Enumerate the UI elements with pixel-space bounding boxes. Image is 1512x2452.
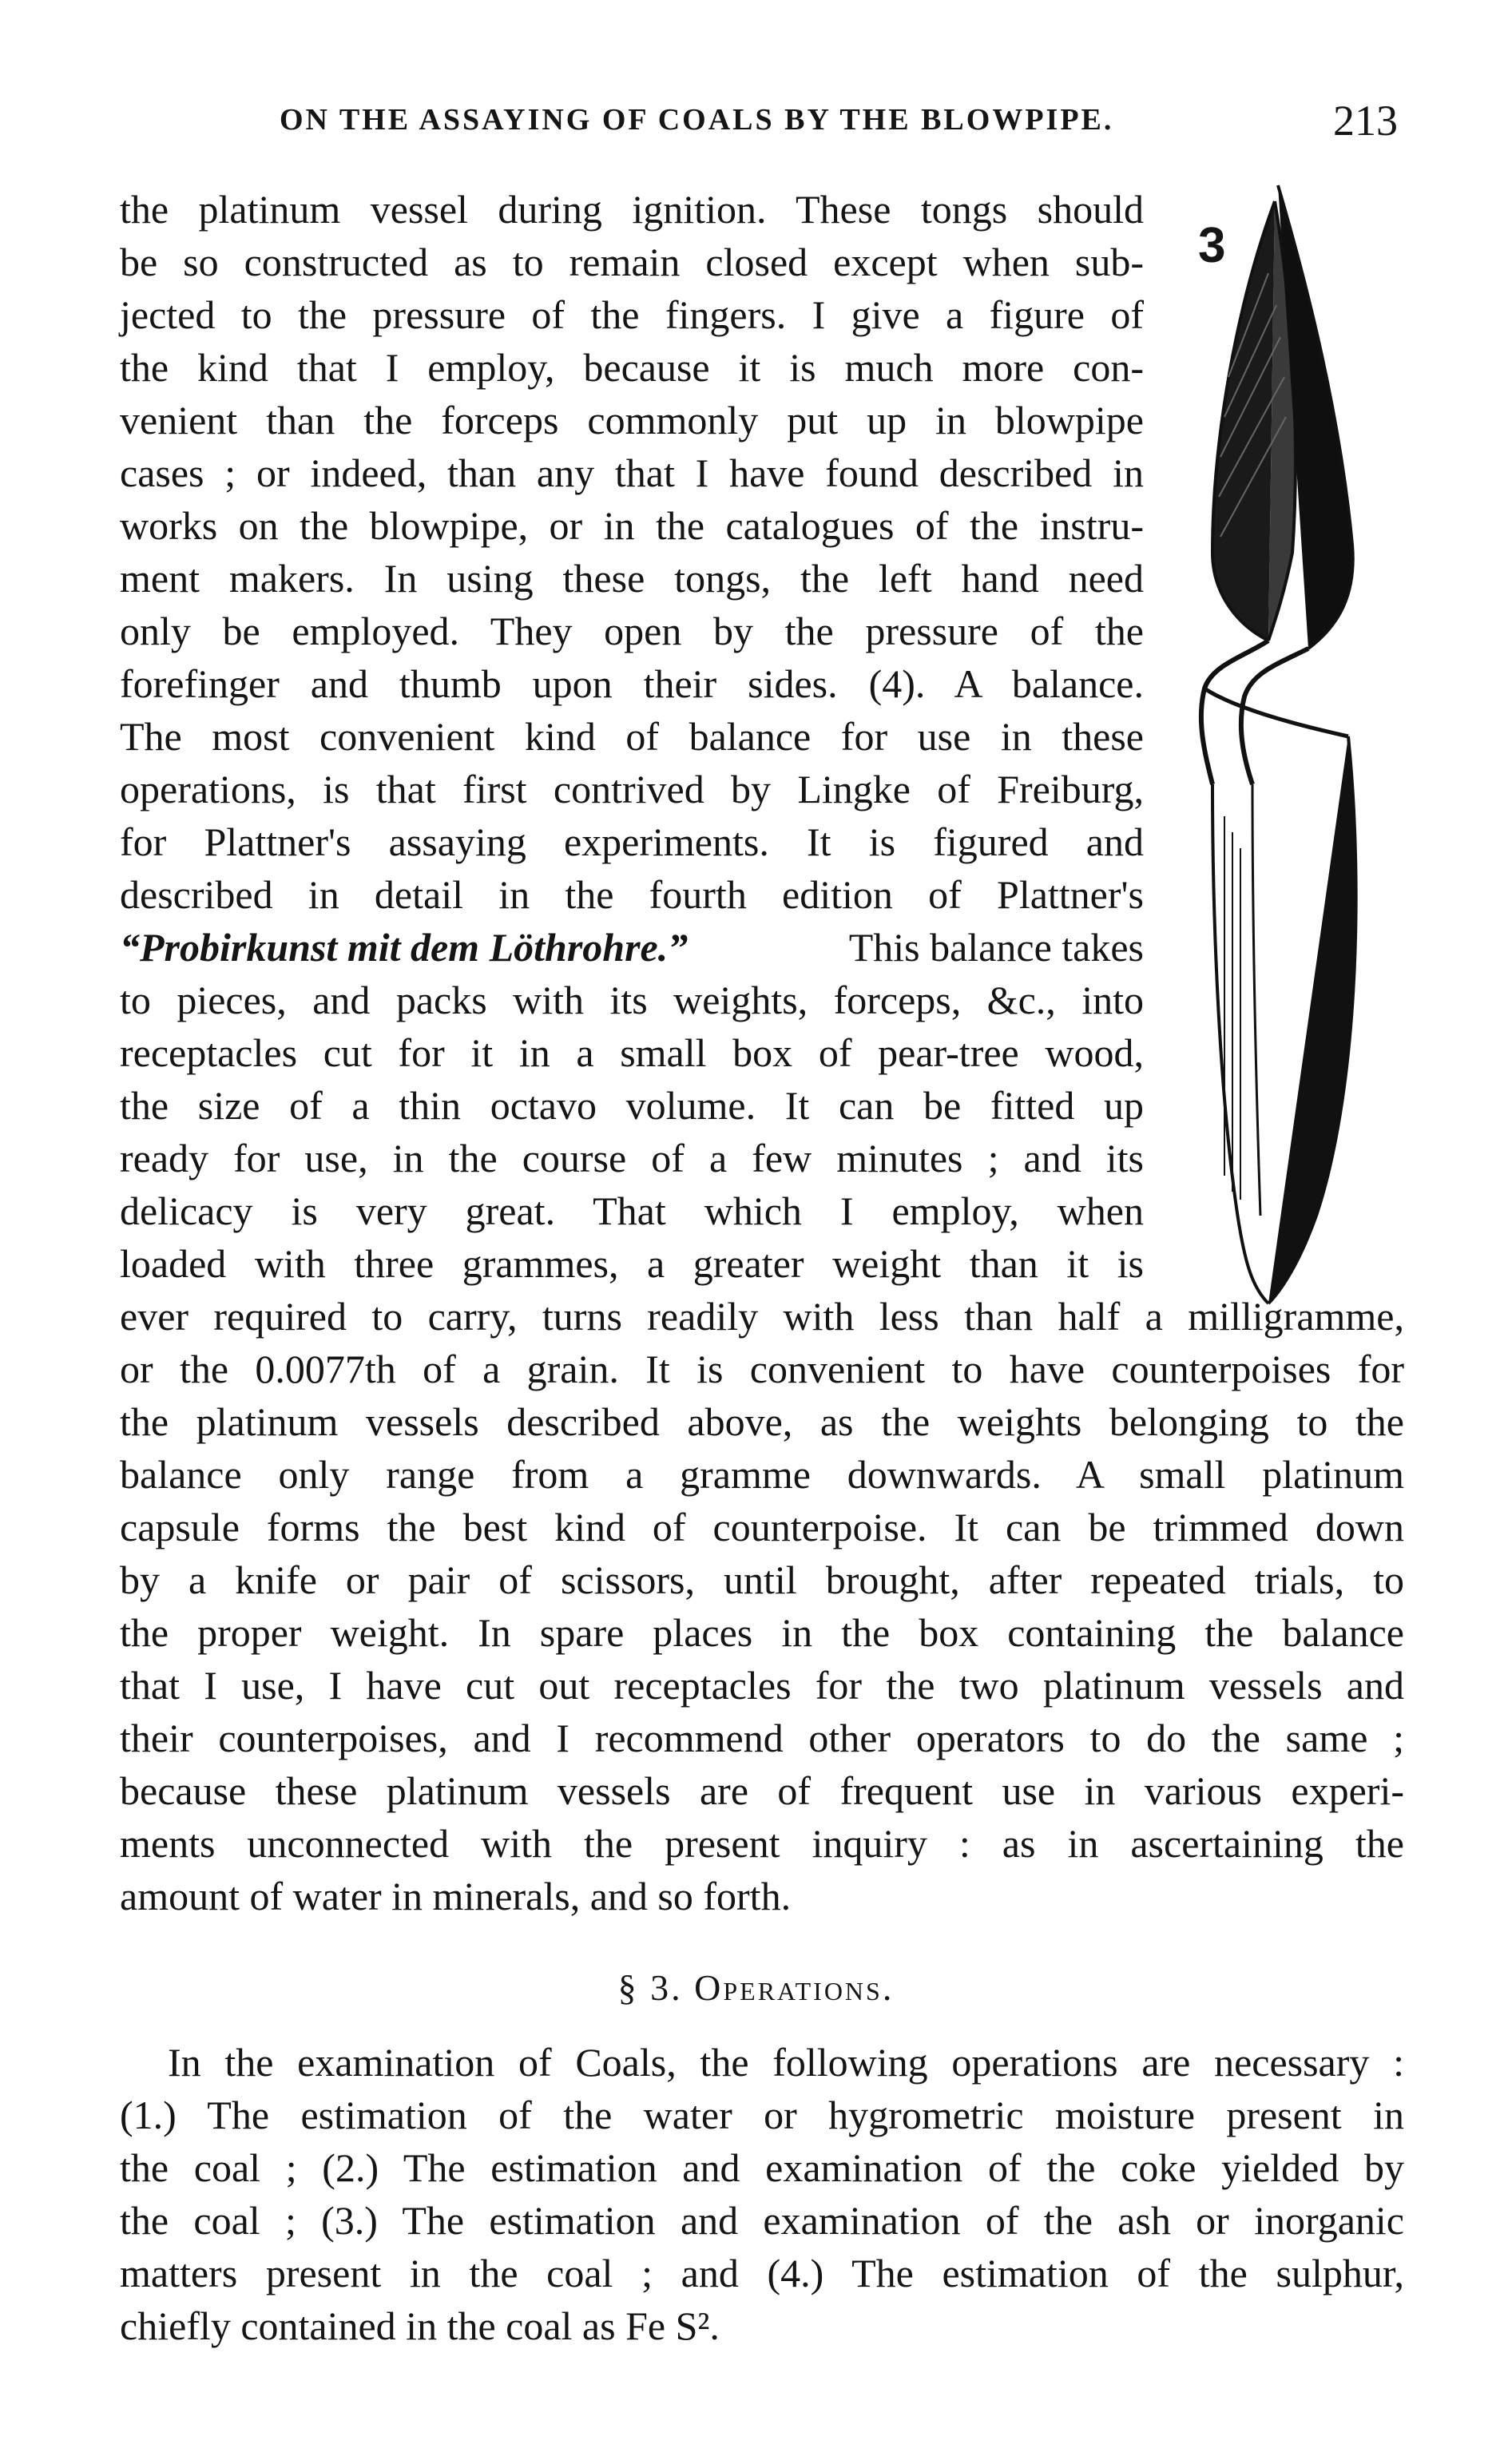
text-line: works on the blowpipe, or in the catalogues of the instru- [120, 503, 1144, 548]
running-header [120, 97, 1398, 150]
text-line: receptacles cut for it in a small box of pear-tree wood, [120, 1030, 1144, 1075]
text-line: loaded with three grammes, a greater weight than it is [120, 1241, 1144, 1286]
text-line: matters present in the coal ; and (4.) The estimation of the sulphur, [120, 2251, 1404, 2295]
text-line: ever required to carry, turns readily with less than half a milligramme, [120, 1294, 1404, 1339]
running-title: ON THE ASSAYING OF COALS BY THE BLOWPIPE. [280, 103, 1114, 137]
page-number: 213 [1333, 97, 1398, 145]
text-line: the coal ; (2.) The estimation and examination of the coke yielded by [120, 2145, 1404, 2190]
text-line: ready for use, in the course of a few minutes ; and its [120, 1136, 1144, 1180]
text-line: that I use, I have cut out receptacles for the two platinum vessels and [120, 1663, 1404, 1708]
text-line: chiefly contained in the coal as Fe S². [120, 2303, 720, 2348]
text-line: their counterpoises, and I recommend other operators to do the same ; [120, 1716, 1404, 1760]
text-line: the platinum vessel during ignition. These tongs should [120, 187, 1144, 232]
figure-label: 3 [1198, 218, 1226, 273]
text-line: the coal ; (3.) The estimation and examination of the ash or inorganic [120, 2198, 1404, 2243]
text-line: described in detail in the fourth edition of Plattner's [120, 872, 1144, 917]
text-fragment: This balance takes [848, 925, 1144, 970]
text-line: to pieces, and packs with its weights, forceps, &c., into [120, 978, 1144, 1022]
text-line: be so constructed as to remain closed except when sub- [120, 240, 1144, 284]
text-line: balance only range from a gramme downwards. A small platinum [120, 1452, 1404, 1497]
text-line: jected to the pressure of the fingers. I give a figure of [120, 292, 1144, 337]
text-line [120, 923, 1144, 971]
text-line: ments unconnected with the present inquiry : as in ascertaining the [120, 1821, 1404, 1866]
blowpipe-tongs-illustration [1181, 177, 1420, 1327]
text-line: delicacy is very great. That which I employ, when [120, 1188, 1144, 1233]
text-line: the size of a thin octavo volume. It can be fitted up [120, 1083, 1144, 1128]
text-line: or the 0.0077th of a grain. It is convenient to have counterpoises for [120, 1347, 1404, 1391]
text-line: operations, is that first contrived by Lingke of Freiburg, [120, 767, 1144, 811]
text-line: only be employed. They open by the pressure of the [120, 609, 1144, 653]
section-heading: § 3. Operations. [617, 1967, 895, 2008]
text-line: ment makers. In using these tongs, the left hand need [120, 556, 1144, 601]
text-line: for Plattner's assaying experiments. It is figured and [120, 819, 1144, 864]
text-line: capsule forms the best kind of counterpoise. It can be trimmed down [120, 1505, 1404, 1549]
text-line: forefinger and thumb upon their sides. (4). A balance. [120, 661, 1144, 706]
text-line: In the examination of Coals, the following operations are necessary : [168, 2040, 1404, 2085]
text-line: venient than the forceps commonly put up in blowpipe [120, 398, 1144, 442]
text-line: (1.) The estimation of the water or hygrometric moisture present in [120, 2093, 1404, 2137]
text-line: cases ; or indeed, than any that I have found described in [120, 450, 1144, 495]
text-line: the kind that I employ, because it is much more con- [120, 345, 1144, 390]
italic-book-title: “Probirkunst mit dem Löthrohre.” [120, 925, 689, 970]
text-line: the proper weight. In spare places in the box containing the balance [120, 1610, 1404, 1655]
text-line: by a knife or pair of scissors, until brought, after repeated trials, to [120, 1557, 1404, 1602]
text-line: the platinum vessels described above, as the weights belonging to the [120, 1399, 1404, 1444]
text-line: amount of water in minerals, and so forth. [120, 1874, 792, 1918]
text-line: because these platinum vessels are of frequent use in various experi- [120, 1768, 1404, 1813]
text-line: The most convenient kind of balance for use in these [120, 714, 1144, 759]
